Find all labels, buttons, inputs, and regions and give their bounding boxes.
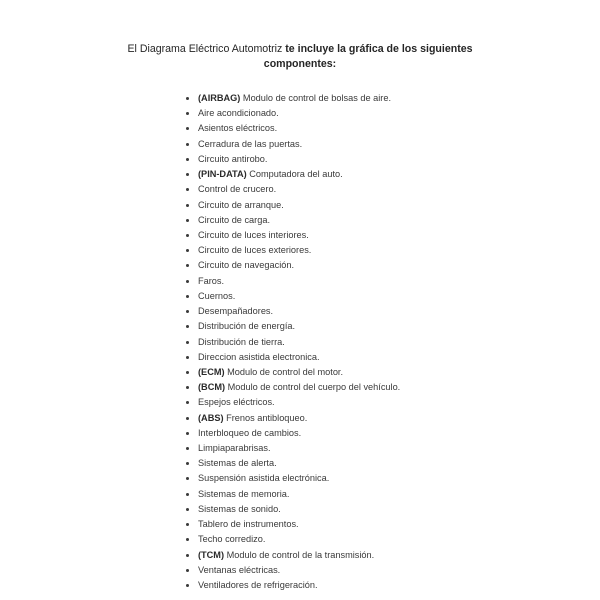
list-item-text: Modulo de control del motor. (224, 366, 344, 377)
list-item-text: Sistemas de alerta. (198, 458, 277, 469)
list-item-text: Espejos eléctricos. (198, 397, 275, 408)
list-item-text: Aire acondicionado. (198, 108, 279, 119)
list-item (186, 335, 400, 350)
intro-text: El Diagrama Eléctrico Automotriz (127, 43, 286, 55)
list-item (186, 411, 400, 426)
list-item-code: (ECM) (198, 366, 225, 377)
list-item-text: Tablero de instrumentos. (198, 519, 299, 530)
list-item-text: Circuito antirobo. (198, 153, 268, 164)
bullet-icon (186, 264, 189, 267)
list-item-text: Ventiladores de refrigeración. (198, 580, 318, 590)
list-item-text: Sistemas de memoria. (198, 488, 290, 499)
list-item (186, 152, 400, 167)
bullet-icon (186, 341, 189, 344)
bullet-icon (186, 143, 189, 146)
list-item-text: Cuernos. (198, 290, 236, 301)
bullet-icon (186, 325, 189, 328)
list-item-text: Suspensión asistida electrónica. (198, 473, 330, 484)
list-item-text: Direccion asistida electronica. (198, 351, 320, 362)
list-item (186, 350, 400, 365)
bullet-icon (186, 371, 189, 374)
list-item-text: Frenos antibloqueo. (223, 412, 308, 423)
list-item-text: Circuito de navegación. (198, 260, 295, 271)
bullet-icon (186, 523, 189, 526)
bullet-icon (186, 158, 189, 161)
list-item (186, 548, 400, 563)
bullet-icon (186, 234, 189, 237)
list-item-text: Circuito de arranque. (198, 199, 284, 210)
bullet-icon (186, 493, 189, 496)
list-item (186, 106, 400, 121)
list-item-text: Circuito de luces interiores. (198, 229, 309, 240)
list-item (186, 426, 400, 441)
list-item-code: (PIN-DATA) (198, 169, 247, 180)
bullet-icon (186, 477, 189, 480)
list-item (186, 517, 400, 532)
bullet-icon (186, 280, 189, 283)
list-item (186, 365, 400, 380)
bullet-icon (186, 508, 189, 511)
bullet-icon (186, 432, 189, 435)
bullet-icon (186, 249, 189, 252)
list-item (186, 243, 400, 258)
bullet-icon (186, 462, 189, 465)
bullet-icon (186, 97, 189, 100)
list-item (186, 304, 400, 319)
list-item (186, 532, 400, 547)
list-item (186, 258, 400, 273)
bullet-icon (186, 356, 189, 359)
intro-paragraph (120, 42, 480, 72)
list-item (186, 456, 400, 471)
list-item (186, 563, 400, 578)
list-item (186, 380, 400, 395)
list-item-text: Control de crucero. (198, 184, 277, 195)
list-item-code: (AIRBAG) (198, 93, 241, 103)
list-item-text: Distribución de tierra. (198, 336, 285, 347)
list-item-text: Modulo de control de bolsas de aire. (240, 93, 392, 103)
list-item-text: Ventanas eléctricas. (198, 564, 281, 575)
bullet-icon (186, 112, 189, 115)
list-item (186, 121, 400, 136)
bullet-icon (186, 295, 189, 298)
list-item-code: (BCM) (198, 382, 226, 393)
list-item-text: Desempañadores. (198, 306, 274, 317)
bullet-icon (186, 173, 189, 176)
list-item (186, 487, 400, 502)
list-item (186, 274, 400, 289)
list-item-text: Cerradura de las puertas. (198, 138, 303, 149)
list-item-text: Computadora del auto. (246, 169, 343, 180)
list-item-text: Faros. (198, 275, 225, 286)
bullet-icon (186, 204, 189, 207)
bullet-icon (186, 584, 189, 587)
list-item-text: Circuito de carga. (198, 214, 271, 225)
bullet-icon (186, 554, 189, 557)
bullet-icon (186, 219, 189, 222)
list-item (186, 228, 400, 243)
list-item (186, 198, 400, 213)
list-item (186, 441, 400, 456)
bullet-icon (186, 386, 189, 389)
list-item-text: Limpiaparabrisas. (198, 443, 271, 454)
list-item-code: (TCM) (198, 549, 225, 560)
list-item (186, 395, 400, 410)
list-item (186, 578, 400, 593)
list-item-text: Sistemas de sonido. (198, 503, 281, 514)
list-item (186, 167, 400, 182)
intro-bold-text: te incluye la gráfica de los siguientes componentes: (263, 43, 473, 70)
bullet-icon (186, 401, 189, 404)
components-list (186, 91, 400, 593)
bullet-icon (186, 188, 189, 191)
list-item (186, 289, 400, 304)
list-item (186, 471, 400, 486)
bullet-icon (186, 310, 189, 313)
list-item-text: Modulo de control de la transmisión. (224, 549, 375, 560)
list-item-text: Interbloqueo de cambios. (198, 427, 302, 438)
list-item-text: Asientos eléctricos. (198, 123, 278, 134)
list-item (186, 213, 400, 228)
list-item (186, 182, 400, 197)
list-item (186, 319, 400, 334)
bullet-icon (186, 127, 189, 130)
list-item-text: Modulo de control del cuerpo del vehículo. (225, 382, 401, 393)
list-item (186, 502, 400, 517)
bullet-icon (186, 447, 189, 450)
list-item (186, 137, 400, 152)
bullet-icon (186, 538, 189, 541)
list-item (186, 91, 400, 106)
list-item-text: Techo corredizo. (198, 534, 266, 545)
list-item-text: Circuito de luces exteriores. (198, 245, 312, 256)
bullet-icon (186, 417, 189, 420)
list-item-code: (ABS) (198, 412, 224, 423)
list-item-text: Distribución de energía. (198, 321, 296, 332)
bullet-icon (186, 569, 189, 572)
